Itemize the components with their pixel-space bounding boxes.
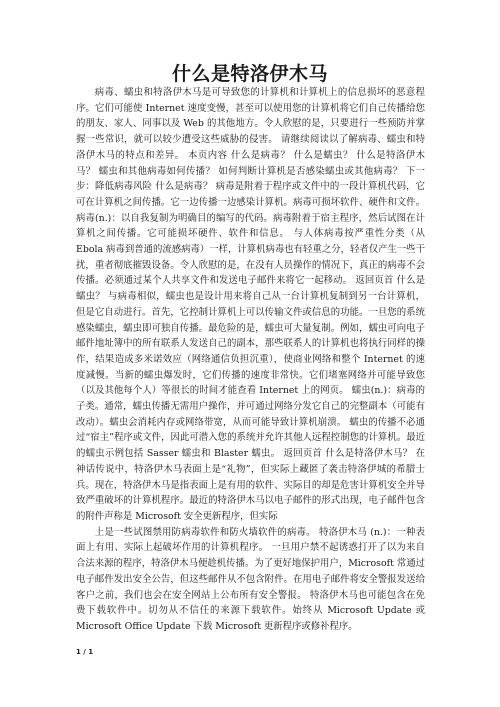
page-number: 1 / 1 [76, 648, 94, 656]
page-title: 什么是特洛伊木马 [171, 63, 328, 85]
document-body [76, 85, 425, 635]
body-paragraph: 上是一些试图禁用防病毒软件和防火墙软件的病毒。 特洛伊木马 (n.)：一种表面上有用、实际上起破坏作用的计算机程序。 一旦用户禁不起诱惑打开了以为来自合法来源的程序，特洛伊木马便趁机传播。为了更好地保护用户，Microsoft 常通过电子邮件发出安全公告，但这些邮件从不包含附件。在用电子邮件将安全警报发送给客户之前，我们也会在安全网站上公布所有安全警报。 特洛伊木马也可能包含在免费下载软件中。切勿从不信任的来源下载软件。始终从 Microsoft Update 或 Microsoft Office Update 下载 Microsoft 更新程序或修补程序。 [76, 526, 425, 632]
body-paragraph: 病毒、蠕虫和特洛伊木马是可导致您的计算机和计算机上的信息损坏的恶意程序。它们可能使 Internet 速度变慢，甚至可以使用您的计算机将它们自己传播给您的朋友、家人、同事以及 Web 的其他地方。令人欣慰的是，只要进行一些预防并掌握一些常识，就可以较少遭受这些威胁的侵害。 请继续阅读以了解病毒、蠕虫和特洛伊木马的特点和差异。 本页内容 什么是病毒？ 什么是蠕虫？ 什么是特洛伊木马？ 蠕虫和其他病毒如何传播？ 如何判断计算机是否感染蠕虫或其他病毒？ 下一步：降低病毒风险 什么是病毒？ 病毒是附着于程序或文件中的一段计算机代码，它可在计算机之间传播。它一边传播一边感染计算机。病毒可损坏软件、硬件和文件。 病毒(n.)：以自我复制为明确目的编写的代码。病毒附着于宿主程序，然后试图在计算机之间传播。它可能损坏硬件、软件和信息。 与人体病毒按严重性分类（从 Ebola 病毒到普通的流感病毒）一样，计算机病毒也有轻重之分，轻者仅产生一些干扰，重者彻底摧毁设备。令人欣慰的是，在没有人员操作的情况下，真正的病毒不会传播。必须通过某个人共享文件和发送电子邮件来将它一起移动。 返回页首 什么是蠕虫？ 与病毒相似，蠕虫也是设计用来将自己从一台计算机复制到另一台计算机，但是它自动进行。首先，它控制计算机上可以传输文件或信息的功能。一旦您的系统感染蠕虫，蠕虫即可独自传播。最危险的是，蠕虫可大量复制。例如，蠕虫可向电子邮件地址簿中的所有联系人发送自己的副本，那些联系人的计算机也将执行同样的操作，结果造成多米诺效应（网络通信负担沉重），使商业网络和整个 Internet 的速度减慢。当新的蠕虫爆发时，它们传播的速度非常快。它们堵塞网络并可能导致您（以及其他每个人）等很长的时间才能查看 Internet 上的网页。 蠕虫(n.)：病毒的子类。通常，蠕虫传播无需用户操作，并可通过网络分发它自己的完整副本（可能有改动）。蠕虫会消耗内存或网络带宽，从而可能导致计算机崩溃。 蠕虫的传播不必通过“宿主”程序或文件，因此可潜入您的系统并允许其他人远程控制您的计算机。最近的蠕虫示例包括 Sasser 蠕虫和 Blaster 蠕虫。 返回页首 什么是特洛伊木马？ 在神话传说中，特洛伊木马表面上是“礼物”，但实际上藏匿了袭击特洛伊城的希腊士兵。现在，特洛伊木马是指表面上是有用的软件、实际目的却是危害计算机安全并导致严重破坏的计算机程序。最近的特洛伊木马以电子邮件的形式出现，电子邮件包含的附件声称是 Microsoft 安全更新程序，但实际 [76, 87, 425, 522]
